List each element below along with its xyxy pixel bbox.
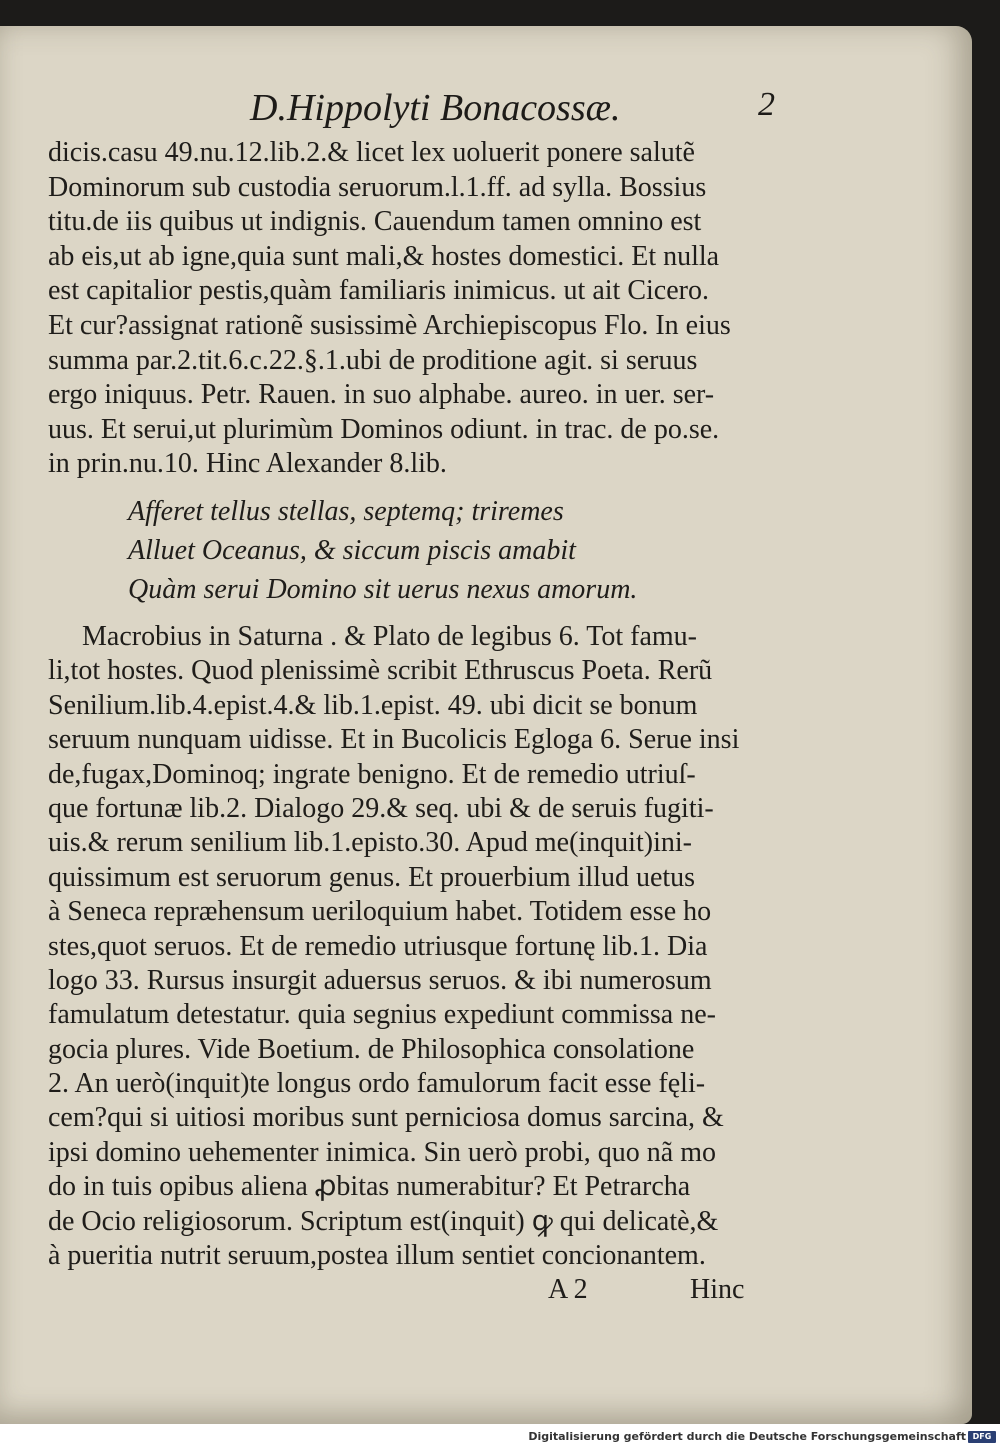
running-title: D.Hippolyti Bonacossæ. — [250, 87, 621, 129]
funding-credit: Digitalisierung gefördert durch die Deutsche Forschungsgemeinschaft — [528, 1430, 966, 1443]
text-line: summa par.2.tit.6.c.22.§.1.ubi de proditione agit. si seruus — [48, 344, 698, 376]
text-line: de,fugax,Dominoq; ingrate benigno. Et de remedio utriuſ- — [48, 758, 696, 790]
text-line: gocia plures. Vide Boetium. de Philosophica consolatione — [48, 1033, 695, 1065]
catchword: Hinc — [690, 1274, 745, 1305]
text-line: Macrobius in Saturna . & Plato de legibus 6. Tot famu- — [82, 621, 697, 652]
text-line: Dominorum sub custodia seruorum.l.1.ff. ad sylla. Bossius — [48, 171, 707, 203]
verse-line: Alluet Oceanus, & siccum piscis amabit — [128, 535, 576, 566]
text-line: à pueritia nutrit seruum,postea illum sentiet concionantem. — [48, 1240, 706, 1272]
page-number: 2 — [758, 86, 775, 123]
text-line: do in tuis opibus aliena ꝓbitas numerabitur? Et Petrarcha — [48, 1171, 691, 1203]
text-line: uus. Et serui,ut plurimùm Dominos odiunt. in trac. de po.se. — [48, 413, 720, 445]
verse-line: Afferet tellus stellas, septemq; triremes — [128, 496, 564, 527]
text-line: cem?qui si uitiosi moribus sunt perniciosa domus sarcina, & — [48, 1102, 724, 1134]
text-line: logo 33. Rursus insurgit aduersus seruos. & ibi numerosum — [48, 964, 712, 996]
paragraph-2 — [48, 620, 808, 1273]
text-line: ab eis,ut ab igne,quia sunt mali,& hostes domestici. Et nulla — [48, 240, 720, 272]
text-line: titu.de iis quibus ut indignis. Cauendum tamen omnino est — [48, 206, 702, 238]
text-line: 2. An uerò(inquit)te longus ordo famulorum facit esse fęli- — [48, 1068, 706, 1100]
text-line: ergo iniquus. Petr. Rauen. in suo alphabe. aureo. in uer. ser- — [48, 379, 715, 411]
digitization-footer — [0, 1424, 1000, 1450]
text-line: in prin.nu.10. Hinc Alexander 8.lib. — [48, 448, 447, 480]
text-line: seruum nunquam uidisse. Et in Bucolicis Egloga 6. Serue insi — [48, 724, 740, 756]
text-line: stes,quot seruos. Et de remedio utriusque fortunę lib.1. Dia — [48, 930, 708, 962]
text-line: ipsi domino uehementer inimica. Sin uerò probi, quo nã mo — [48, 1136, 716, 1168]
verse-quotation — [128, 492, 728, 609]
text-line: Senilium.lib.4.epist.4.& lib.1.epist. 49. ubi dicit se bonum — [48, 689, 698, 721]
signature-mark: A 2 — [548, 1274, 588, 1305]
text-line: dicis.casu 49.nu.12.lib.2.& licet lex uoluerit ponere salutẽ — [48, 137, 695, 168]
verse-line: Quàm serui Domino sit uerus nexus amorum. — [128, 574, 638, 605]
text-line: de Ocio religiosorum. Scriptum est(inquit) ꝙ qui delicatè,& — [48, 1205, 719, 1237]
text-line: quissimum est seruorum genus. Et prouerbium illud uetus — [48, 861, 696, 893]
dfg-logo: DFG — [968, 1431, 996, 1443]
text-line: famulatum detestatur. quia segnius expediunt commissa ne- — [48, 999, 716, 1031]
text-line: à Seneca repræhensum ueriloquium habet. Totidem esse ho — [48, 896, 712, 928]
book-page — [0, 26, 972, 1424]
text-line: est capitalior pestis,quàm familiaris inimicus. ut ait Cicero. — [48, 275, 709, 307]
text-line: uis.& rerum senilium lib.1.episto.30. Apud me(inquit)ini- — [48, 827, 692, 859]
text-line: li,tot hostes. Quod plenissimè scribit Ethruscus Poeta. Rerũ — [48, 655, 713, 687]
paragraph-1 — [48, 136, 808, 482]
text-line: Et cur?assignat rationẽ susissimè Archiepiscopus Flo. In eius — [48, 309, 731, 341]
text-line: que fortunæ lib.2. Dialogo 29.& seq. ubi & de seruis fugiti- — [48, 792, 714, 824]
